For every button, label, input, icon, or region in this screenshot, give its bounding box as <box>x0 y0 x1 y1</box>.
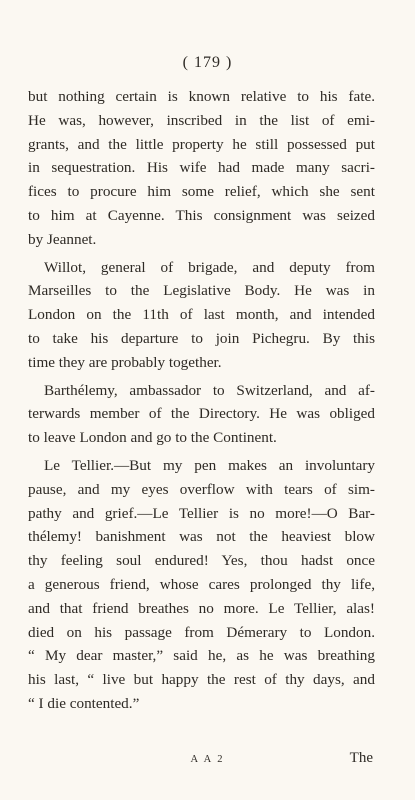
text-line: “ My dear master,” said he, as he was breathing <box>28 647 375 665</box>
text-line: Barthélemy, ambassador to Switzerland, and af- <box>44 381 375 399</box>
text-line: pathy and grief.—Le Tellier is no more!—O Bar- <box>28 504 375 522</box>
text-line: to leave London and go to the Continent. <box>28 429 277 447</box>
text-line: pause, and my eyes overflow with tears of sim- <box>28 480 375 498</box>
text-line: by Jeannet. <box>28 230 97 248</box>
page-number: ( 179 ) <box>182 54 233 71</box>
text-line: a generous friend, whose cares prolonged thy life, <box>28 575 375 593</box>
text-line: thélemy! banishment was not the heaviest blow <box>28 528 375 546</box>
paragraph <box>28 379 375 450</box>
text-line: to him at Cayenne. This consignment was seized <box>28 206 375 224</box>
text-line: fices to procure him some relief, which she sent <box>28 183 375 201</box>
text-line: in sequestration. His wife had made many sacri- <box>28 159 375 177</box>
text-line: died on his passage from Démerary to London. <box>28 623 375 641</box>
text-line: time they are probably together. <box>28 353 222 371</box>
text-line: Marseilles to the Legislative Body. He was in <box>28 282 375 300</box>
paragraph <box>28 454 375 716</box>
text-line: London on the 11th of last month, and intended <box>28 306 375 324</box>
paragraph <box>28 85 375 252</box>
signature-mark: A A 2 <box>190 754 225 765</box>
text-line: to take his departure to join Pichegru. By this <box>28 329 375 347</box>
text-line: and that friend breathes no more. Le Tellier, alas! <box>28 599 375 617</box>
catchword: The <box>349 750 373 766</box>
text-line: Willot, general of brigade, and deputy from <box>44 258 375 276</box>
text-line: Le Tellier.—But my pen makes an involuntary <box>44 456 375 474</box>
body-text <box>28 85 375 716</box>
text-line: thy feeling soul endured! Yes, thou hadst once <box>28 552 375 570</box>
text-line: “ I die contented.” <box>28 694 140 712</box>
text-line: grants, and the little property he still possessed put <box>28 135 375 153</box>
text-line: He was, however, inscribed in the list of emi- <box>28 111 375 129</box>
paragraph <box>28 256 375 375</box>
text-line: his last, “ live but happy the rest of thy days, and <box>28 671 375 689</box>
text-line: terwards member of the Directory. He was obliged <box>28 405 375 423</box>
text-line: but nothing certain is known relative to his fate. <box>28 88 375 105</box>
